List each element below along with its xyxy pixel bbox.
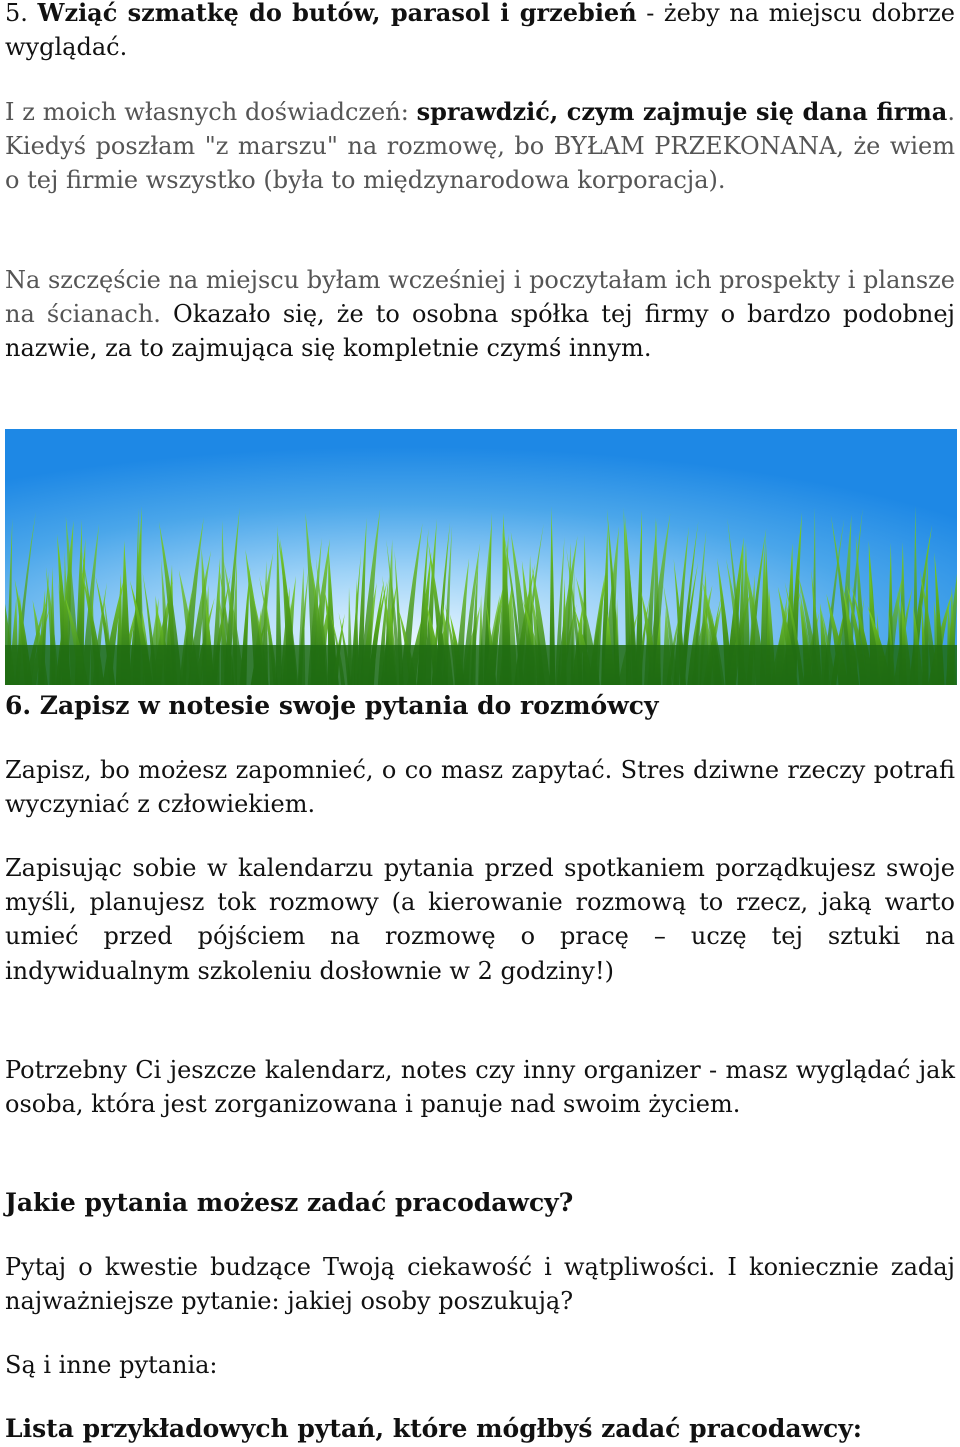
experience-bold: sprawdzić, czym zajmuje się dana firma	[416, 97, 948, 126]
experience-paragraph	[5, 95, 955, 198]
luck-grey-part: Na szczęście na miejscu byłam wcześniej i poczytałam ich prospekty i plansze na ścianach.	[5, 266, 955, 329]
grass-illustration	[5, 429, 957, 685]
organizer-paragraph: Potrzebny Ci jeszcze kalendarz, notes czy inny organizer - masz wyglądać jak osoba, która jest zorganizowana i panuje nad swoim życiem.	[5, 1056, 955, 1119]
section-5-prefix: 5.	[5, 0, 38, 27]
ask-paragraph: Pytaj o kwestie budzące Twoją ciekawość i wątpliwości. I koniecznie zadaj najważniejsze pytanie: jakiej osoby poszukują?	[5, 1253, 955, 1316]
write-paragraph: Zapisz, bo możesz zapomnieć, o co masz zapytać. Stres dziwne rzeczy potrafi wyczyniać z człowiekiem.	[5, 756, 955, 819]
employer-questions-heading: Jakie pytania możesz zadać pracodawcy?	[5, 1188, 574, 1217]
section-6-heading: 6. Zapisz w notesie swoje pytania do rozmówcy	[5, 691, 659, 720]
calendar-paragraph: Zapisując sobie w kalendarzu pytania przed spotkaniem porządkujesz swoje myśli, planujesz tok rozmowy (a kierowanie rozmową to rzecz, jaką warto umieć przed pójściem na rozmowę o pracę – uczę tej sztuki na indywidualnym szkoleniu dosłownie w 2 godziny!)	[5, 854, 955, 985]
luck-rest: Okazało się, że to osobna spółka tej firmy o bardzo podobnej nazwie, za to zajmująca się kompletnie czymś innym.	[5, 300, 955, 363]
other-questions-line: Są i inne pytania:	[5, 1351, 218, 1379]
luck-paragraph	[5, 263, 955, 366]
experience-intro: I z moich własnych doświadczeń:	[5, 98, 417, 126]
grass-base	[5, 645, 957, 685]
grass-sky-image	[5, 429, 957, 685]
experience-rest: . Kiedyś poszłam "z marszu" na rozmowę, bo BYŁAM PRZEKONANA, że wiem o tej firmie wszystko (była to międzynarodowa korporacja).	[5, 98, 955, 195]
example-questions-list-heading: Lista przykładowych pytań, które mógłbyś zadać pracodawcy:	[5, 1414, 863, 1443]
section-5-bold-title: Wziąć szmatkę do butów, parasol i grzebień	[37, 0, 637, 27]
section-5-rest: - żeby na miejscu dobrze wyglądać.	[5, 0, 955, 62]
section-5-paragraph	[5, 0, 955, 64]
